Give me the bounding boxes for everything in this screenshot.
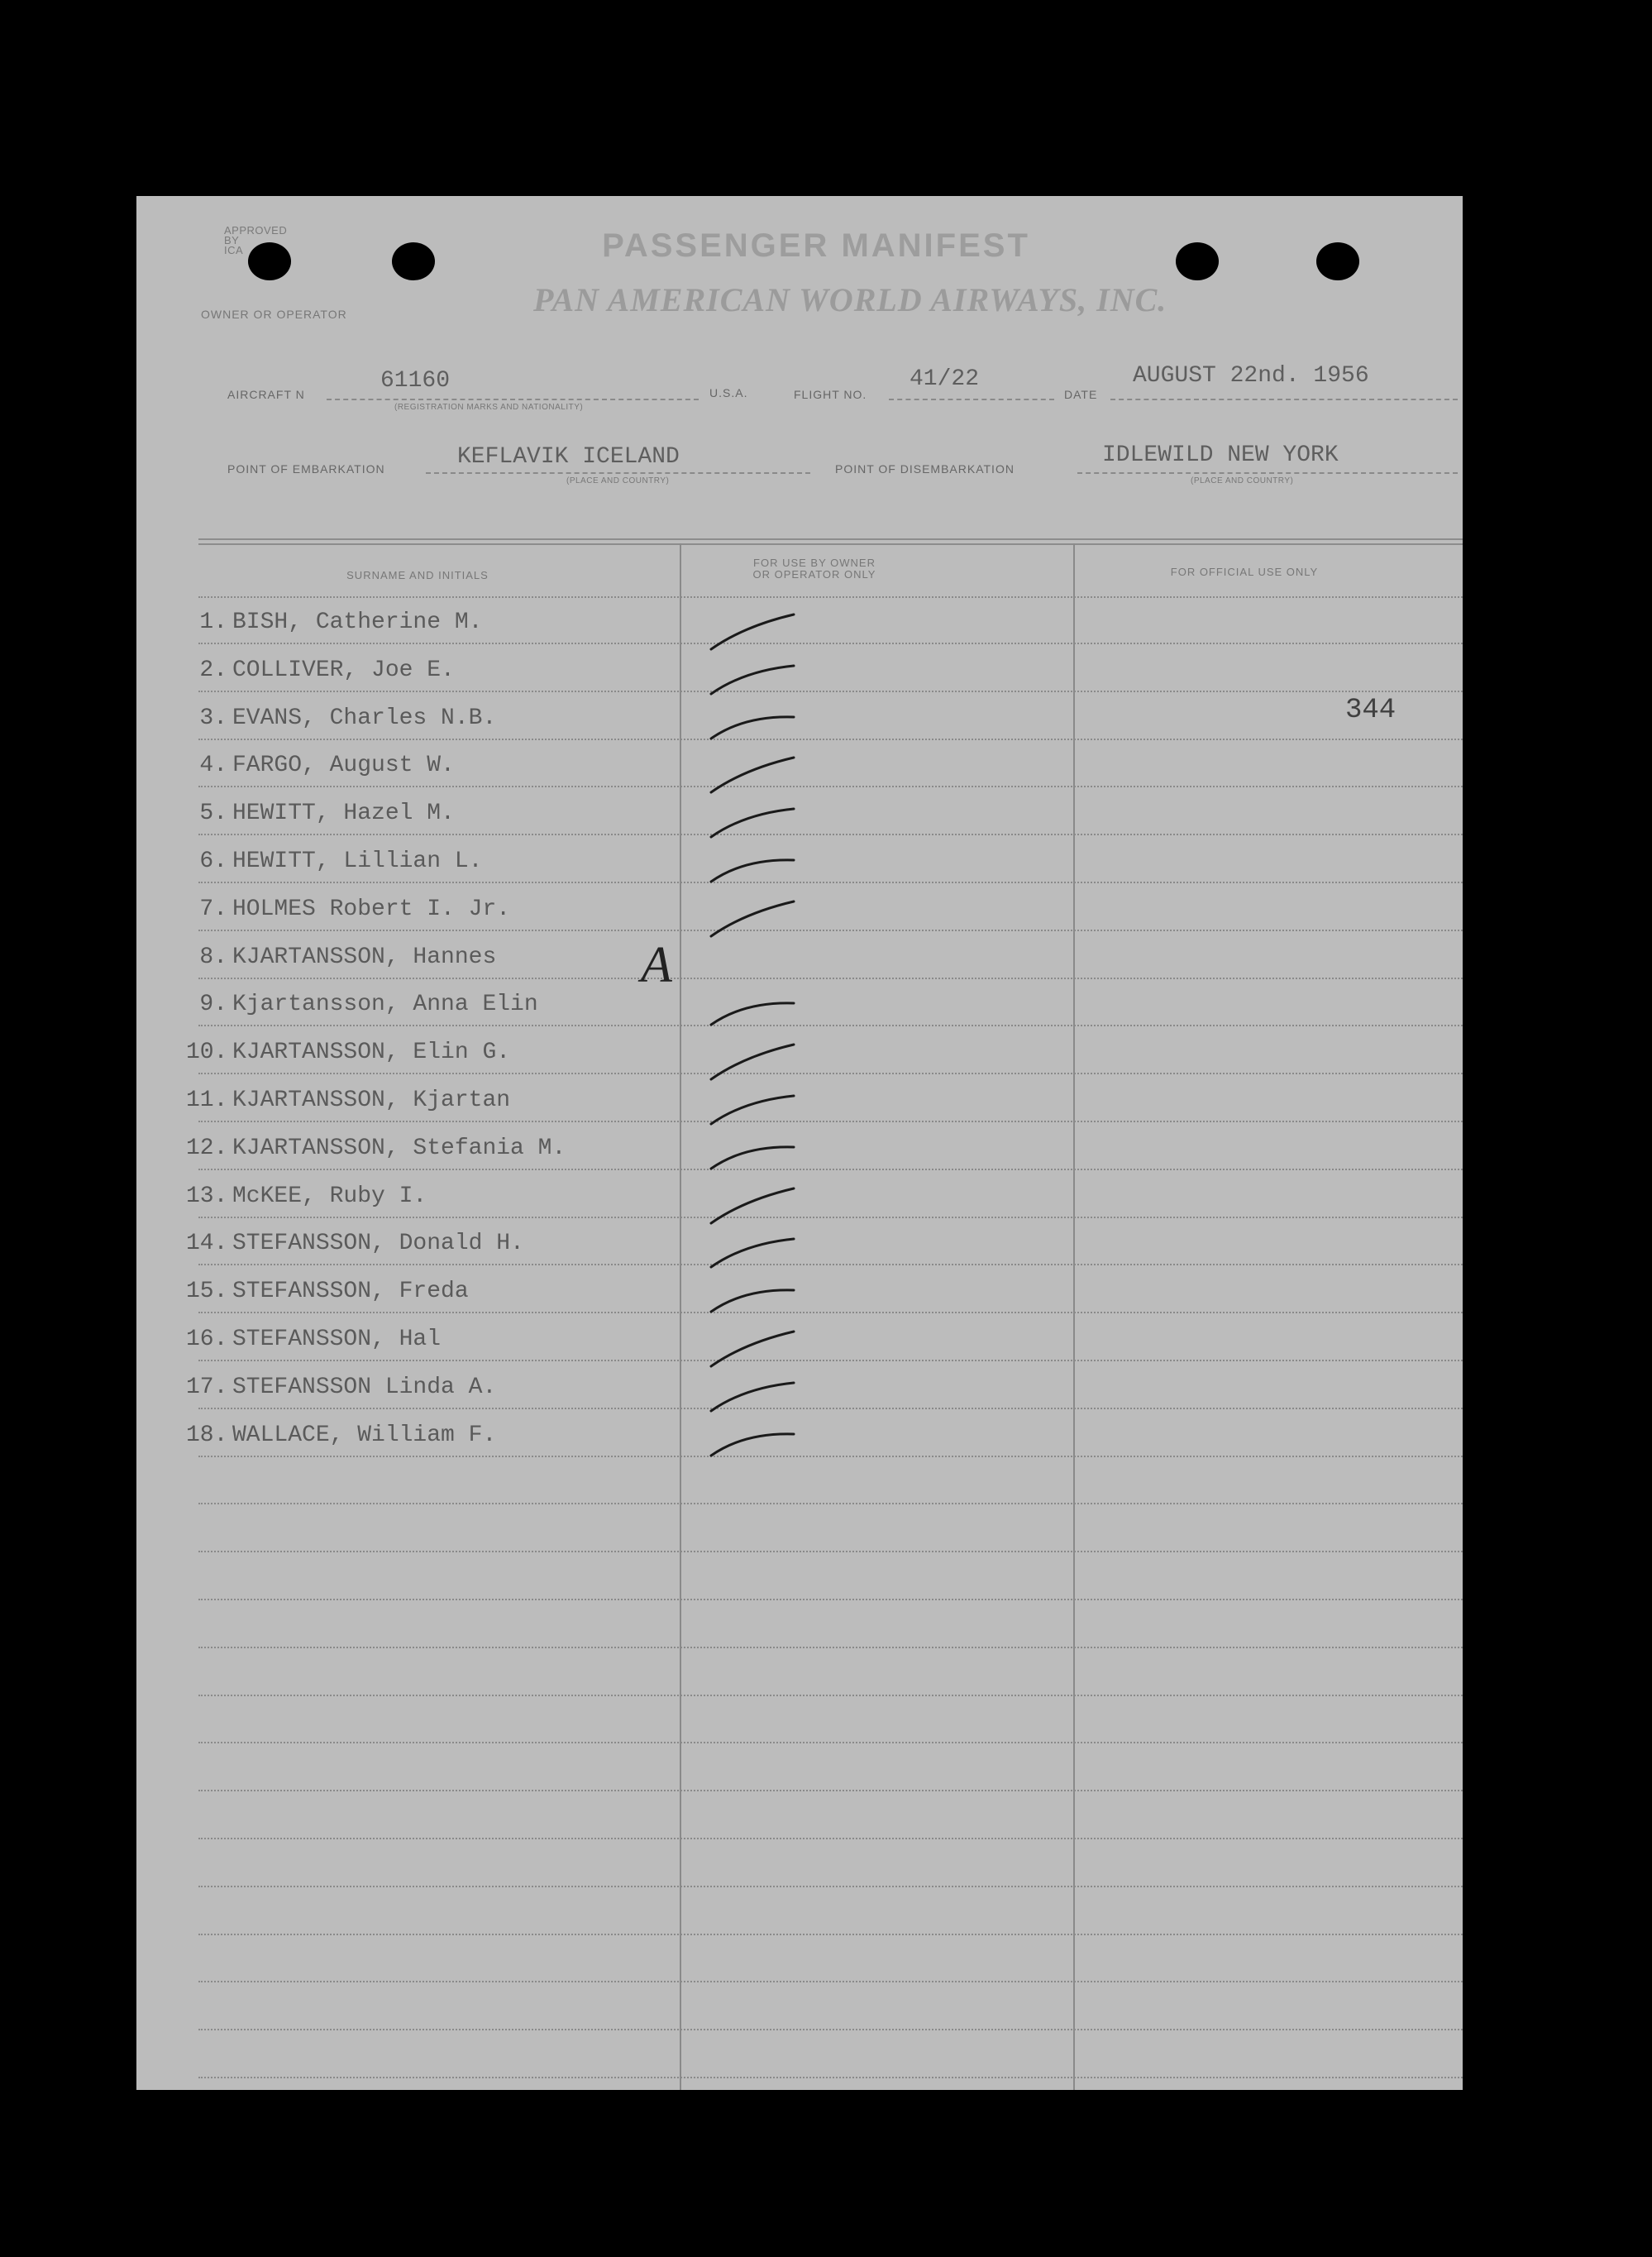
passenger-number: 13.	[186, 1183, 228, 1209]
ruled-line	[198, 1408, 1463, 1409]
aircraft-number: 61160	[380, 368, 451, 394]
ruled-line	[198, 1312, 1463, 1313]
official-code: 344	[1345, 695, 1397, 726]
passenger-row	[186, 1040, 1013, 1073]
passenger-number: 2.	[199, 657, 227, 683]
passenger-name: STEFANSSON, Freda	[232, 1279, 469, 1305]
passenger-name: KJARTANSSON, Stefania M.	[232, 1135, 566, 1161]
ruled-line	[198, 1599, 1463, 1600]
ruled-line	[198, 1456, 1463, 1457]
ruled-line	[198, 643, 1463, 644]
manifest-sheet	[136, 196, 1463, 2090]
check-mark-icon	[703, 849, 802, 898]
check-mark-icon	[703, 1375, 802, 1424]
ruled-line	[198, 1503, 1463, 1504]
passenger-row	[186, 705, 1013, 739]
passenger-row	[186, 849, 1013, 882]
passenger-row	[186, 992, 1013, 1025]
passenger-number: 17.	[186, 1374, 228, 1400]
approval-stamp: APPROVED BY ICA	[224, 224, 288, 256]
passenger-number: 11.	[186, 1088, 228, 1113]
passenger-number: 6.	[199, 849, 227, 874]
disembarkation-sublabel: (PLACE AND COUNTRY)	[1191, 476, 1294, 485]
passenger-name: BISH, Catherine M.	[232, 610, 483, 635]
ruled-line	[198, 1934, 1463, 1935]
passenger-row	[186, 1279, 1013, 1312]
ruled-line	[198, 1551, 1463, 1552]
passenger-name: HEWITT, Hazel M.	[232, 801, 455, 827]
owner-column-header: FOR USE BY OWNER OR OPERATOR ONLY	[752, 557, 876, 581]
passenger-name: HOLMES Robert I. Jr.	[232, 896, 511, 922]
ruled-line	[198, 882, 1463, 883]
ruled-line	[198, 1073, 1463, 1074]
passenger-name: COLLIVER, Joe E.	[232, 657, 455, 683]
passenger-number: 7.	[199, 896, 227, 922]
check-mark-icon	[703, 801, 802, 850]
check-mark-icon	[703, 1231, 802, 1280]
flight-number: 41/22	[910, 366, 980, 392]
handwritten-mark: A	[641, 937, 672, 993]
check-mark-icon	[703, 1183, 802, 1233]
aircraft-sublabel: (REGISTRATION MARKS AND NATIONALITY)	[394, 403, 584, 412]
ruled-line	[198, 691, 1463, 692]
passenger-name: STEFANSSON, Donald H.	[232, 1231, 524, 1257]
ruled-line	[198, 1742, 1463, 1743]
column-divider	[1073, 543, 1075, 2090]
ruled-line	[198, 1838, 1463, 1839]
ruled-line	[198, 930, 1463, 931]
ruled-line	[198, 2029, 1463, 2030]
passenger-row	[186, 897, 1013, 930]
check-mark-icon	[703, 657, 802, 707]
ruled-line	[198, 786, 1463, 787]
passenger-row	[186, 1423, 1013, 1456]
passenger-row	[186, 657, 1013, 691]
passenger-name: Kjartansson, Anna Elin	[232, 992, 538, 1018]
ruled-line	[198, 2077, 1463, 2078]
passenger-row	[186, 753, 1013, 786]
check-mark-icon	[703, 992, 802, 1041]
passenger-name: FARGO, August W.	[232, 753, 455, 779]
aircraft-label: AIRCRAFT N	[227, 388, 305, 401]
check-mark-icon	[703, 610, 802, 659]
passenger-row	[186, 1327, 1013, 1360]
passenger-name: KJARTANSSON, Kjartan	[232, 1088, 511, 1113]
passenger-number: 8.	[199, 944, 227, 970]
embarkation-label: POINT OF EMBARKATION	[227, 462, 385, 476]
disembarkation-point: IDLEWILD NEW YORK	[1102, 442, 1339, 468]
operator-name: PAN AMERICAN WORLD AIRWAYS, INC.	[533, 281, 1167, 318]
passenger-row	[186, 801, 1013, 834]
passenger-row	[186, 1088, 1013, 1121]
check-mark-icon	[703, 1279, 802, 1328]
usa-label: U.S.A.	[709, 386, 748, 399]
passenger-number: 12.	[186, 1135, 228, 1161]
ruled-line	[198, 978, 1463, 979]
form-title: PASSENGER MANIFEST	[602, 227, 1030, 264]
passenger-number: 5.	[199, 801, 227, 827]
passenger-name: WALLACE, William F.	[232, 1422, 497, 1448]
passenger-number: 16.	[186, 1327, 228, 1352]
passenger-name: KJARTANSSON, Hannes	[232, 944, 497, 970]
surname-column-header: SURNAME AND INITIALS	[346, 569, 489, 581]
passenger-name: STEFANSSON, Hal	[232, 1327, 442, 1352]
owner-label: OWNER OR OPERATOR	[201, 308, 347, 321]
passenger-number: 15.	[186, 1279, 228, 1305]
ruled-line	[198, 1981, 1463, 1982]
passenger-name: HEWITT, Lillian L.	[232, 849, 483, 874]
ruled-line	[198, 1695, 1463, 1696]
embarkation-point: KEFLAVIK ICELAND	[457, 444, 680, 470]
passenger-row	[186, 1375, 1013, 1408]
ruled-line	[198, 1790, 1463, 1791]
ruled-line	[198, 1025, 1463, 1026]
passenger-number: 14.	[186, 1231, 228, 1257]
ruled-line	[198, 1360, 1463, 1361]
date-label: DATE	[1064, 388, 1098, 401]
passenger-number: 1.	[199, 610, 227, 635]
passenger-name: KJARTANSSON, Elin G.	[232, 1040, 511, 1066]
check-mark-icon	[703, 1423, 802, 1472]
passenger-row	[186, 610, 1013, 643]
ruled-line	[198, 1264, 1463, 1265]
passenger-number: 9.	[199, 992, 227, 1018]
check-mark-icon	[703, 1327, 802, 1376]
passenger-row	[186, 1231, 1013, 1264]
ruled-line	[198, 739, 1463, 740]
ruled-line	[198, 1169, 1463, 1170]
passenger-number: 10.	[186, 1040, 228, 1066]
passenger-row	[186, 1136, 1013, 1169]
check-mark-icon	[703, 1136, 802, 1185]
passenger-name: STEFANSSON Linda A.	[232, 1374, 497, 1400]
passenger-number: 18.	[186, 1422, 228, 1448]
ruled-line	[198, 834, 1463, 835]
check-mark-icon	[703, 897, 802, 946]
passenger-number: 3.	[199, 705, 227, 731]
ruled-line	[198, 1121, 1463, 1122]
check-mark-icon	[703, 753, 802, 802]
check-mark-icon	[703, 1040, 802, 1089]
check-mark-icon	[703, 1088, 802, 1137]
official-column-header: FOR OFFICIAL USE ONLY	[1170, 566, 1319, 578]
check-mark-icon	[703, 705, 802, 755]
ruled-line	[198, 1647, 1463, 1648]
flight-label: FLIGHT NO.	[794, 388, 867, 401]
passenger-number: 4.	[199, 753, 227, 779]
embarkation-sublabel: (PLACE AND COUNTRY)	[566, 476, 670, 485]
passenger-name: EVANS, Charles N.B.	[232, 705, 497, 731]
passenger-name: McKEE, Ruby I.	[232, 1183, 427, 1209]
ruled-line	[198, 1217, 1463, 1218]
disembarkation-label: POINT OF DISEMBARKATION	[835, 462, 1015, 476]
ruled-line	[198, 1886, 1463, 1887]
passenger-row	[186, 1183, 1013, 1217]
flight-date: AUGUST 22nd. 1956	[1133, 363, 1369, 389]
passenger-row	[186, 944, 1013, 978]
